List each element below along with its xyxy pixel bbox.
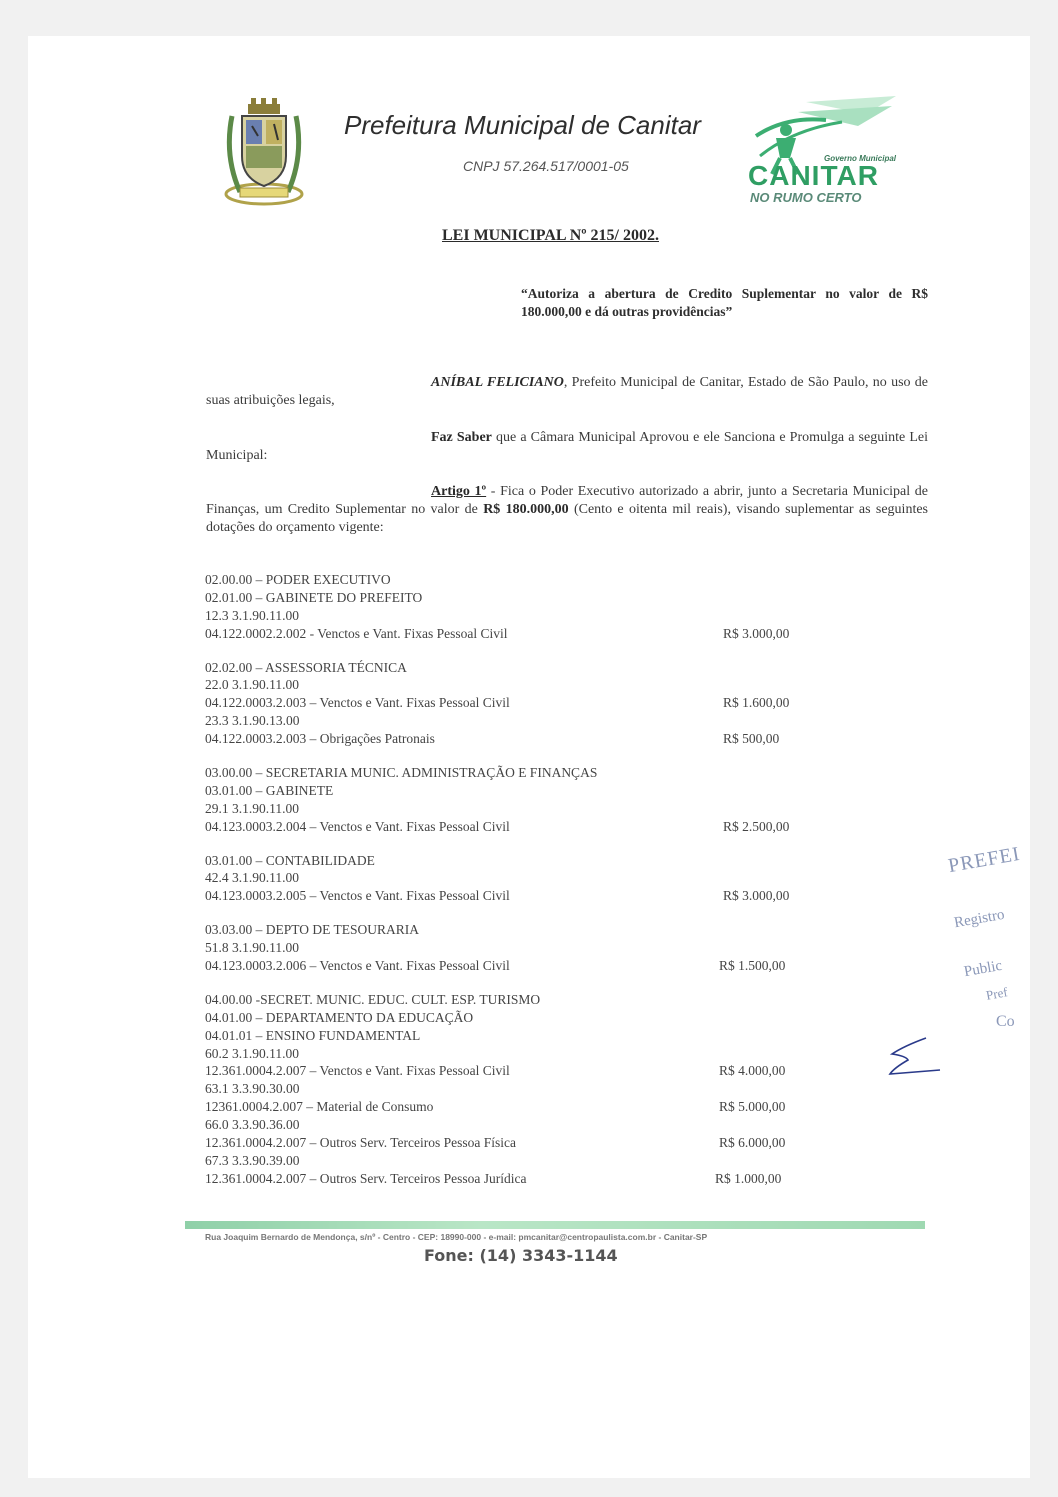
law-summary: “Autoriza a abertura de Credito Suplementar no valor de R$ 180.000,00 e dá outras providências” (521, 286, 928, 319)
budget-line-amount: R$ 1.500,00 (719, 958, 786, 974)
budget-line (205, 1098, 825, 1116)
budget-line (205, 730, 825, 748)
budget-line-text: 03.01.00 – CONTABILIDADE (205, 852, 375, 868)
budget-line (205, 1170, 825, 1188)
budget-line (205, 1027, 825, 1045)
budget-line-text: 60.2 3.1.90.11.00 (205, 1045, 299, 1061)
budget-allocations (205, 571, 825, 1204)
budget-line-text: 23.3 3.1.90.13.00 (205, 713, 300, 729)
stamp-line-1: PREFEI (946, 842, 1022, 878)
logo-governo-text: Governo Municipal (824, 154, 897, 163)
budget-line (205, 1062, 825, 1080)
budget-line-amount: R$ 4.000,00 (719, 1063, 786, 1079)
paragraph-promulgation (206, 429, 928, 465)
mayor-name: ANÍBAL FELICIANO (431, 375, 564, 390)
footer-address: Rua Joaquim Bernardo de Mendonça, s/nº - Centro - CEP: 18990-000 - e-mail: pmcanitar@centropaulista.com.br - Canitar-SP (205, 1232, 708, 1242)
budget-line-text: 63.1 3.3.90.30.00 (205, 1081, 300, 1097)
budget-line (205, 939, 825, 957)
stamp-line-2: Registro (952, 906, 1006, 932)
stamp-line-3: Public (962, 957, 1004, 981)
footer-phone: Fone: (14) 3343-1144 (424, 1246, 618, 1265)
law-title: LEI MUNICIPAL Nº 215/ 2002. (442, 227, 659, 244)
article-1-text-b: (Cento e oitenta mil reais), visando suplementar as seguintes dotações do orçamento vigente: (206, 502, 928, 535)
budget-line-text: 12361.0004.2.007 – Material de Consumo (205, 1099, 434, 1115)
article-1-text-a: - Fica o Poder Executivo autorizado a abrir, junto a Secretaria Municipal de Finanças, um Credito Suplementar no valor de (206, 484, 929, 517)
budget-line-amount: R$ 1.000,00 (715, 1170, 782, 1186)
budget-line (205, 676, 825, 694)
budget-line (205, 852, 825, 870)
budget-line-text: 22.0 3.1.90.11.00 (205, 677, 299, 693)
footer-divider (185, 1221, 925, 1229)
budget-line-text: 12.361.0004.2.007 – Outros Serv. Terceiros Pessoa Física (205, 1135, 517, 1151)
budget-line-text: 04.122.0003.2.003 – Obrigações Patronais (205, 731, 435, 747)
budget-line (205, 800, 825, 818)
budget-line (205, 782, 825, 800)
budget-group (205, 659, 825, 748)
paragraph-promulgation-text: que a Câmara Municipal Aprovou e ele Sanciona e Promulga a seguinte Lei Municipal: (206, 430, 928, 463)
budget-group (205, 921, 825, 975)
budget-line-amount: R$ 2.500,00 (723, 818, 790, 834)
budget-line (205, 659, 825, 677)
budget-line (205, 712, 825, 730)
budget-group (205, 571, 825, 643)
budget-line (205, 991, 825, 1009)
canitar-government-logo (746, 96, 914, 208)
budget-line (205, 607, 825, 625)
budget-line-text: 04.123.0003.2.004 – Venctos e Vant. Fixas Pessoal Civil (205, 818, 510, 834)
paragraph-mayor-text: , Prefeito Municipal de Canitar, Estado de São Paulo, no uso de suas atribuições legais, (206, 375, 929, 408)
budget-line (205, 1134, 825, 1152)
budget-line (205, 764, 825, 782)
budget-line (205, 1116, 825, 1134)
budget-group (205, 991, 825, 1188)
budget-line-text: 67.3 3.3.90.39.00 (205, 1152, 300, 1168)
budget-line-text: 66.0 3.3.90.36.00 (205, 1117, 300, 1133)
paragraph-mayor (206, 374, 928, 410)
budget-group (205, 852, 825, 906)
cnpj-number: CNPJ 57.264.517/0001-05 (463, 158, 629, 174)
budget-line (205, 589, 825, 607)
budget-line (205, 921, 825, 939)
budget-line-text: 04.01.00 – DEPARTAMENTO DA EDUCAÇÃO (205, 1009, 474, 1025)
article-1-label: Artigo 1º (431, 484, 487, 499)
stamp-line-4: Pref (984, 984, 1009, 1003)
article-1-amount: R$ 180.000,00 (483, 502, 569, 517)
budget-line-text: 04.122.0003.2.003 – Venctos e Vant. Fixas Pessoal Civil (205, 695, 510, 711)
budget-line-text: 04.123.0003.2.006 – Venctos e Vant. Fixas Pessoal Civil (205, 958, 510, 974)
budget-line-amount: R$ 1.600,00 (723, 695, 790, 711)
budget-group (205, 764, 825, 836)
municipal-crest-logo (218, 96, 310, 208)
budget-line-amount: R$ 3.000,00 (723, 625, 790, 641)
budget-line-text: 12.361.0004.2.007 – Outros Serv. Terceiros Pessoa Jurídica (205, 1170, 527, 1186)
paragraph-article-1 (206, 483, 928, 537)
budget-line-amount: R$ 6.000,00 (719, 1135, 786, 1151)
budget-line-amount: R$ 500,00 (723, 731, 780, 747)
budget-line-text: 04.122.0002.2.002 - Venctos e Vant. Fixas Pessoal Civil (205, 625, 508, 641)
budget-line-amount: R$ 5.000,00 (719, 1099, 786, 1115)
budget-line-text: 03.00.00 – SECRETARIA MUNIC. ADMINISTRAÇÃO E FINANÇAS (205, 765, 598, 781)
budget-line-text: 51.8 3.1.90.11.00 (205, 940, 299, 956)
budget-line-text: 04.123.0003.2.005 – Venctos e Vant. Fixas Pessoal Civil (205, 888, 510, 904)
budget-line-text: 02.02.00 – ASSESSORIA TÉCNICA (205, 659, 407, 675)
budget-line (205, 869, 825, 887)
budget-line-text: 29.1 3.1.90.11.00 (205, 800, 299, 816)
logo-canitar-text: CANITAR (748, 160, 879, 191)
budget-line (205, 1009, 825, 1027)
budget-line-text: 03.03.00 – DEPTO DE TESOURARIA (205, 922, 420, 938)
header-title: Prefeitura Municipal de Canitar (344, 110, 701, 140)
handwritten-signature (884, 1030, 944, 1080)
budget-line (205, 1152, 825, 1170)
budget-line-text: 02.01.00 – GABINETE DO PREFEITO (205, 589, 423, 605)
budget-line (205, 887, 825, 905)
logo-slogan-text: NO RUMO CERTO (750, 190, 862, 205)
budget-line (205, 957, 825, 975)
budget-line-amount: R$ 3.000,00 (723, 888, 790, 904)
budget-line-text: 42.4 3.1.90.11.00 (205, 870, 299, 886)
budget-line-text: 12.361.0004.2.007 – Venctos e Vant. Fixas Pessoal Civil (205, 1063, 510, 1079)
stamp-line-5: Co (996, 1013, 1015, 1030)
budget-line (205, 694, 825, 712)
faz-saber: Faz Saber (431, 430, 492, 445)
budget-line (205, 571, 825, 589)
budget-line-text: 03.01.00 – GABINETE (205, 782, 334, 798)
budget-line-text: 04.01.01 – ENSINO FUNDAMENTAL (205, 1027, 421, 1043)
budget-line (205, 625, 825, 643)
budget-line-text: 02.00.00 – PODER EXECUTIVO (205, 572, 391, 587)
budget-line (205, 1045, 825, 1063)
registry-stamp (946, 842, 1036, 1030)
budget-line (205, 818, 825, 836)
budget-line-text: 12.3 3.1.90.11.00 (205, 607, 299, 623)
budget-line-text: 04.00.00 -SECRET. MUNIC. EDUC. CULT. ESP. TURISMO (205, 991, 541, 1007)
budget-line (205, 1080, 825, 1098)
